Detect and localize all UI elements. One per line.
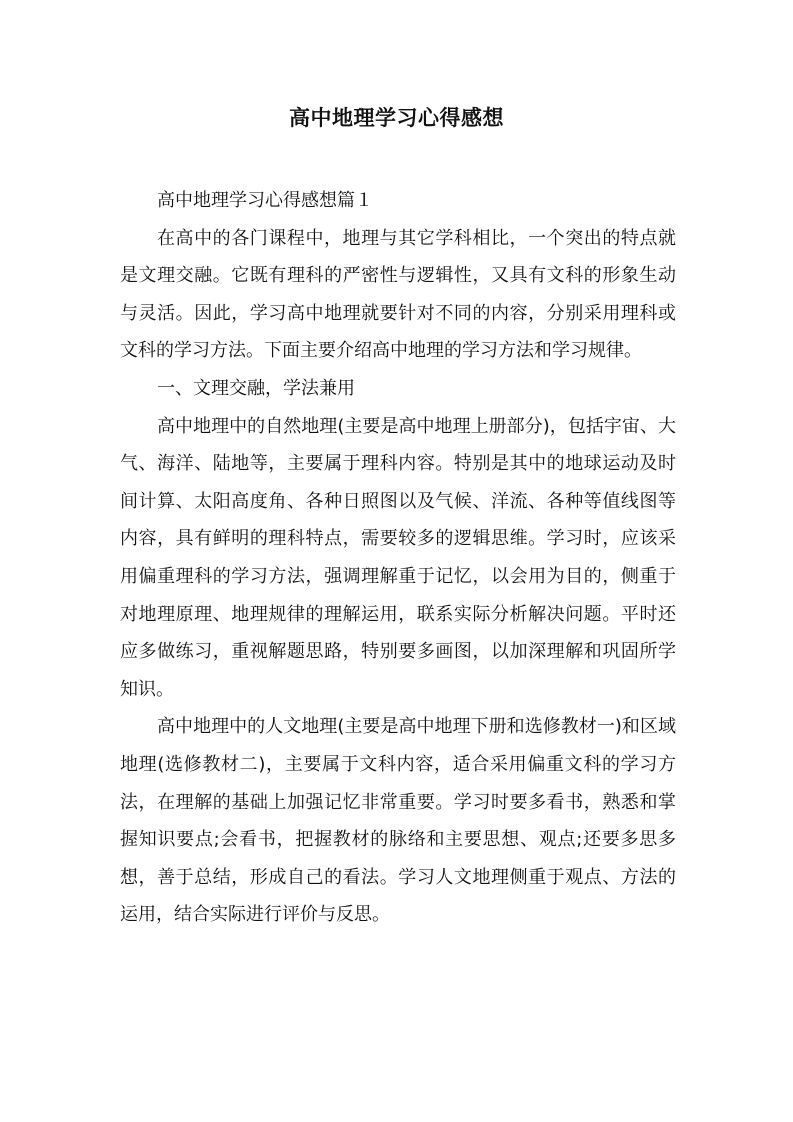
paragraph: 高中地理中的人文地理(主要是高中地理下册和选修教材一)和区域地理(选修教材二)，主要属于文科内容，适合采用偏重文科的学习方法，在理解的基础上加强记忆非常重要。学习时要多看书，熟悉和掌握知识要点;会看书，把握教材的脉络和主要思想、观点;还要多思多想，善于总结，形成自己的看法。学习人文地理侧重于观点、方法的运用，结合实际进行评价与反思。: [120, 716, 676, 926]
paragraph: 在高中的各门课程中，地理与其它学科相比，一个突出的特点就是文理交融。它既有理科的严密性与逻辑性，又具有文科的形象生动与灵活。因此，学习高中地理就要针对不同的内容，分别采用理科或文科的学习方法。下面主要介绍高中地理的学习方法和学习规律。: [120, 227, 676, 362]
paragraph: 高中地理中的自然地理(主要是高中地理上册部分)，包括宇宙、大气、海洋、陆地等，主要属于理科内容。特别是其中的地球运动及时间计算、太阳高度角、各种日照图以及气候、洋流、各种等值线图等内容，具有鲜明的理科特点，需要较多的逻辑思维。学习时，应该采用偏重理科的学习方法，强调理解重于记忆，以会用为目的，侧重于对地理原理、地理规律的理解运用，联系实际分析解决问题。平时还应多做练习，重视解题思路，特别要多画图，以加深理解和巩固所学知识。: [120, 415, 676, 700]
section-heading: 高中地理学习心得感想篇１: [157, 190, 373, 211]
subsection-heading: 一、文理交融，学法兼用: [157, 377, 355, 399]
document-title: 高中地理学习心得感想: [289, 106, 504, 130]
document-body: [120, 182, 676, 934]
